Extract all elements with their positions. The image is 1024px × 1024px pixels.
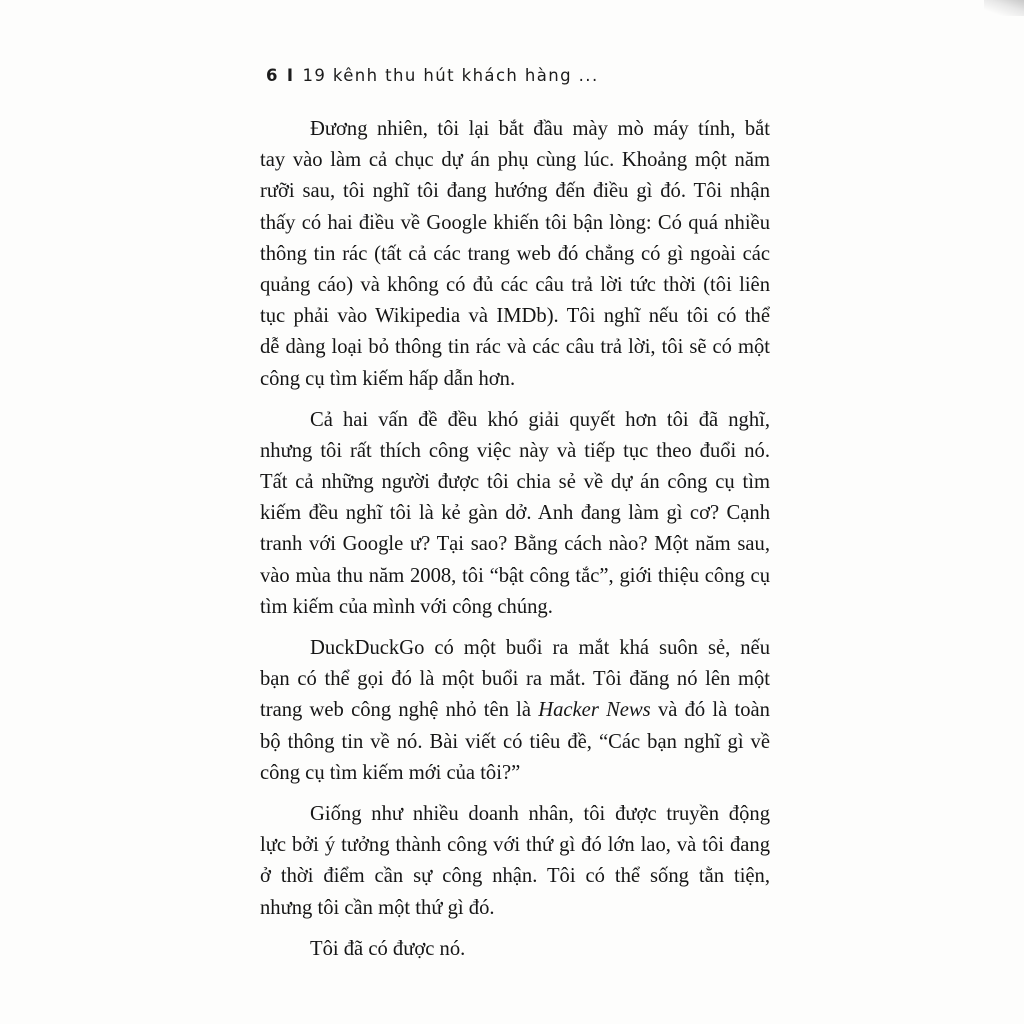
text-line: thông tin rác (tất cả các trang web đó chẳng có gì ngoài các	[260, 242, 770, 265]
paragraph	[260, 799, 770, 924]
text-line: kiếm đều nghĩ tôi là kẻ gàn dở. Anh đang làm gì cơ? Cạnh	[260, 502, 770, 525]
paragraph	[260, 633, 770, 789]
page-corner-shadow	[984, 0, 1024, 16]
text-line: nhưng tôi rất thích công việc này và tiếp tục theo đuổi nó.	[260, 439, 770, 462]
text-segment: trang web công nghệ nhỏ tên là	[260, 699, 531, 722]
book-title: 19 kênh thu hút khách hàng ...	[302, 66, 599, 85]
text-line: Giống như nhiều doanh nhân, tôi được truyền động	[310, 802, 770, 825]
text-line: Đương nhiên, tôi lại bắt đầu mày mò máy tính, bắt	[310, 118, 770, 140]
running-header	[266, 66, 599, 85]
text-line: thấy có hai điều về Google khiến tôi bận lòng: Có quá nhiều	[260, 211, 770, 234]
paragraph	[260, 114, 770, 395]
text-line: tay vào làm cả chục dự án phụ cùng lúc. Khoảng một năm	[260, 149, 770, 172]
text-line-with-italic	[260, 695, 770, 726]
paragraph	[260, 405, 770, 623]
text-line: Tôi đã có được nó.	[310, 937, 466, 960]
text-line: Tất cả những người được tôi chia sẻ về dự án công cụ tìm	[260, 471, 770, 494]
text-segment: và đó là toàn	[657, 699, 770, 722]
text-line: tục phải vào Wikipedia và IMDb). Tôi nghĩ nếu tôi có thể	[260, 305, 770, 328]
text-line: công cụ tìm kiếm mới của tôi?”	[260, 761, 521, 784]
page-number: 6	[266, 66, 279, 85]
text-line: công cụ tìm kiếm hấp dẫn hơn.	[260, 367, 516, 390]
paragraph	[260, 934, 770, 965]
italic-term: Hacker News	[538, 699, 651, 722]
text-line: tìm kiếm của mình với công chúng.	[260, 595, 553, 618]
body-text	[260, 114, 770, 965]
text-line: tranh với Google ư? Tại sao? Bằng cách nào? Một năm sau,	[260, 533, 770, 556]
text-line: ở thời điểm cần sự công nhận. Tôi có thể sống tằn tiện,	[260, 865, 770, 888]
text-line: Cả hai vấn đề đều khó giải quyết hơn tôi đã nghĩ,	[310, 408, 770, 431]
text-line: lực bởi ý tưởng thành công với thứ gì đó lớn lao, và tôi đang	[260, 834, 770, 857]
header-separator: I	[286, 66, 295, 85]
text-line: vào mùa thu năm 2008, tôi “bật công tắc”, giới thiệu công cụ	[260, 564, 770, 587]
text-line: nhưng tôi cần một thứ gì đó.	[260, 896, 495, 919]
text-line: dễ dàng loại bỏ thông tin rác và các câu trả lời, tôi sẽ có một	[260, 336, 770, 359]
text-line: quảng cáo) và không có đủ các câu trả lời tức thời (tôi liên	[260, 273, 770, 296]
text-line: rưỡi sau, tôi nghĩ tôi đang hướng đến điều gì đó. Tôi nhận	[260, 180, 770, 203]
text-line: bạn có thể gọi đó là một buổi ra mắt. Tôi đăng nó lên một	[260, 668, 770, 691]
text-line: bộ thông tin về nó. Bài viết có tiêu đề, “Các bạn nghĩ gì về	[260, 730, 770, 753]
text-line: DuckDuckGo có một buổi ra mắt khá suôn sẻ, nếu	[310, 637, 770, 659]
